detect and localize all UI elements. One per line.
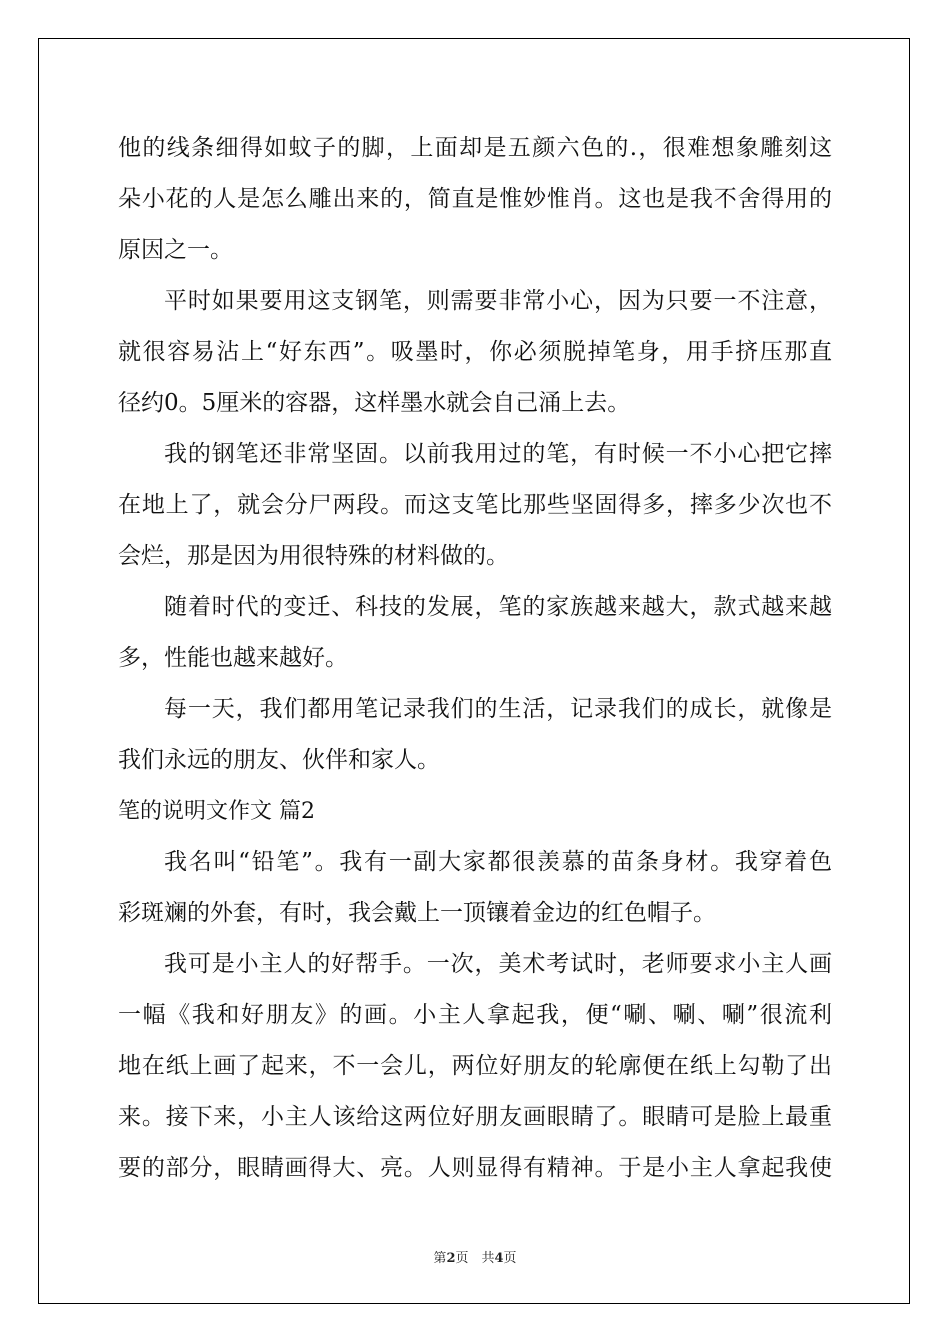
text-line: 随着时代的变迁、科技的发展，笔的家族越来越大，款式越来越: [164, 594, 832, 620]
text-line: 原因之一。: [118, 237, 233, 263]
footer-mid: 页 共: [455, 1251, 495, 1266]
text-line: 我名叫“铅笔”。我有一副大家都很羡慕的苗条身材。我穿着色: [164, 849, 832, 875]
text-line: 一幅《我和好朋友》的画。小主人拿起我，便“唰、唰、唰”很流利: [118, 1002, 832, 1028]
text-line: 径约0。5厘米的容器，这样墨水就会自己涌上去。: [118, 390, 631, 416]
footer-total-pages: 4: [494, 1251, 504, 1266]
section-heading: 笔的说明文作文 篇2: [118, 799, 315, 824]
text-line: 彩斑斓的外套，有时，我会戴上一顶镶着金边的红色帽子。: [118, 900, 716, 926]
text-line: 平时如果要用这支钢笔，则需要非常小心，因为只要一不注意，: [164, 288, 832, 314]
text-line: 多，性能也越来越好。: [118, 645, 348, 671]
text-line: 会烂，那是因为用很特殊的材料做的。: [118, 543, 509, 569]
footer-suffix: 页: [503, 1251, 517, 1266]
page-footer: [0, 1247, 950, 1266]
text-line: 要的部分，眼睛画得大、亮。人则显得有精神。于是小主人拿起我使: [118, 1155, 832, 1181]
text-line: 每一天，我们都用笔记录我们的生活，记录我们的成长，就像是: [164, 696, 832, 722]
footer-prefix: 第: [433, 1251, 447, 1266]
text-line: 我可是小主人的好帮手。一次，美术考试时，老师要求小主人画: [164, 951, 832, 977]
text-line: 地在纸上画了起来，不一会儿，两位好朋友的轮廓便在纸上勾勒了出: [118, 1053, 832, 1079]
text-line: 他的线条细得如蚊子的脚，上面却是五颜六色的.，很难想象雕刻这: [118, 135, 832, 161]
text-line: 来。接下来，小主人该给这两位好朋友画眼睛了。眼睛可是脸上最重: [118, 1104, 832, 1130]
footer-page-number: 2: [446, 1251, 456, 1266]
text-line: 我的钢笔还非常坚固。以前我用过的笔，有时候一不小心把它摔: [164, 441, 832, 467]
text-line: 在地上了，就会分尸两段。而这支笔比那些坚固得多，摔多少次也不: [118, 492, 832, 518]
text-line: 我们永远的朋友、伙伴和家人。: [118, 747, 440, 773]
text-line: 朵小花的人是怎么雕出来的，简直是惟妙惟肖。这也是我不舍得用的: [118, 186, 832, 212]
document-body: [118, 123, 832, 1194]
text-line: 就很容易沾上“好东西”。吸墨时，你必须脱掉笔身，用手挤压那直: [118, 339, 832, 365]
